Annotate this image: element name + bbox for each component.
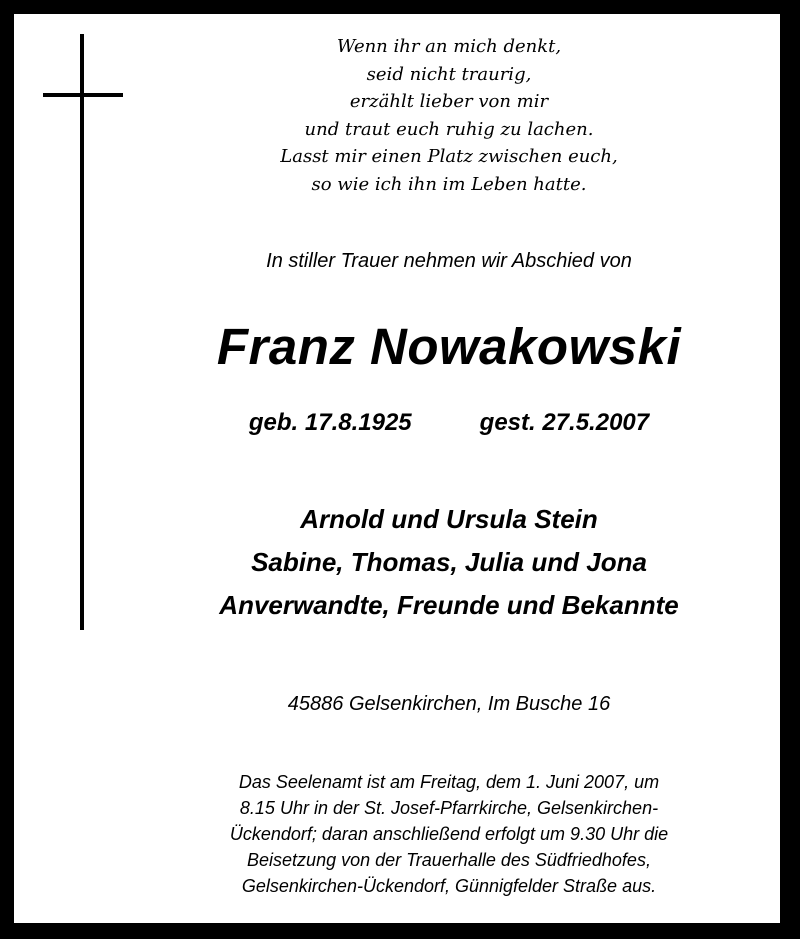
memorial-poem bbox=[164, 33, 734, 198]
service-line: Das Seelenamt ist am Freitag, dem 1. Juni 2007, um bbox=[238, 772, 660, 792]
deceased-name: Franz Nowakowski bbox=[216, 318, 682, 375]
poem-line: seid nicht traurig, bbox=[366, 63, 532, 85]
death-date: gest. 27.5.2007 bbox=[479, 409, 650, 436]
obituary-notice bbox=[14, 14, 780, 923]
family-address: 45886 Gelsenkirchen, Im Busche 16 bbox=[287, 693, 611, 715]
service-details bbox=[164, 769, 734, 899]
mourner-line: Sabine, Thomas, Julia und Jona bbox=[251, 547, 647, 577]
service-line: Beisetzung von der Trauerhalle des Südfriedhofes, bbox=[247, 850, 651, 870]
poem-line: erzählt lieber von mir bbox=[349, 91, 549, 112]
mourner-line: Arnold und Ursula Stein bbox=[300, 504, 598, 534]
farewell-intro: In stiller Trauer nehmen wir Abschied von bbox=[266, 250, 632, 272]
poem-line: Wenn ihr an mich denkt, bbox=[336, 36, 562, 57]
birth-date: geb. 17.8.1925 bbox=[248, 409, 412, 436]
cross-horizontal-bar bbox=[43, 93, 123, 97]
poem-line: und traut euch ruhig zu lachen. bbox=[304, 118, 594, 140]
mourners-list bbox=[164, 498, 734, 627]
service-line: 8.15 Uhr in der St. Josef-Pfarrkirche, Gelsenkirchen- bbox=[239, 798, 659, 818]
poem-line: Lasst mir einen Platz zwischen euch, bbox=[280, 146, 618, 167]
mourner-line: Anverwandte, Freunde und Bekannte bbox=[219, 590, 679, 620]
poem-line: so wie ich ihn im Leben hatte. bbox=[311, 173, 587, 195]
cross-vertical-bar bbox=[80, 34, 84, 630]
service-line: Gelsenkirchen-Ückendorf, Günnigfelder Straße aus. bbox=[241, 876, 657, 896]
service-line: Ückendorf; daran anschließend erfolgt um 9.30 Uhr die bbox=[229, 824, 669, 844]
life-dates bbox=[164, 409, 734, 437]
